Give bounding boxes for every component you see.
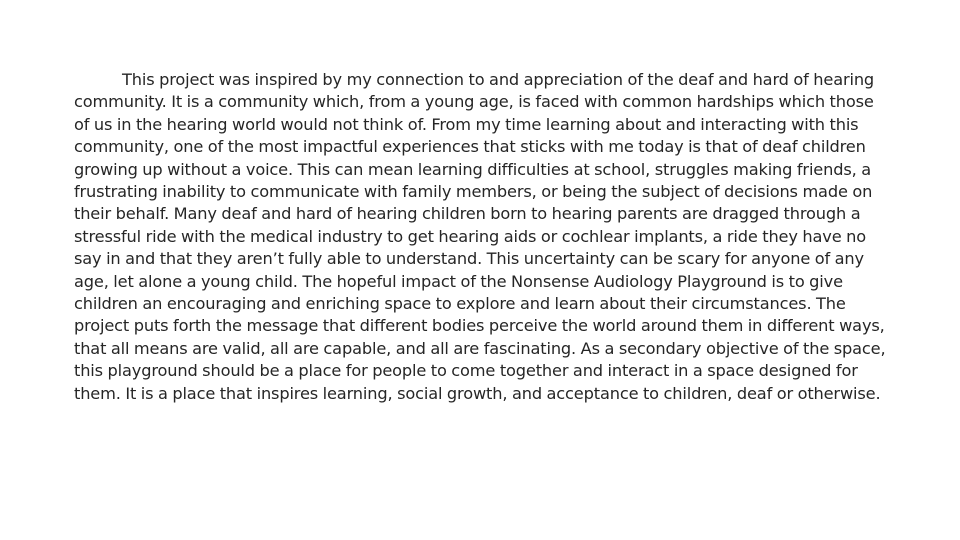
body-paragraph: This project was inspired by my connection to and appreciation of the deaf and hard of hearing community. It is a community which, from a young age, is faced with common hardships which those of us in the hearing world would not think of. From my time learning about and interacting with this community, one of the most impactful experiences that sticks with me today is that of deaf children growing up without a voice. This can mean learning difficulties at school, struggles making friends, a frustrating inability to communicate with family members, or being the subject of decisions made on their behalf. Many deaf and hard of hearing children born to hearing parents are dragged through a stressful ride with the medical industry to get hearing aids or cochlear implants, a ride they have no say in and that they aren’t fully able to understand. This uncertainty can be scary for anyone of any age, let alone a young child. The hopeful impact of the Nonsense Audiology Playground is to give children an encouraging and enriching space to explore and learn about their circumstances. The project puts forth the message that different bodies perceive the world around them in different ways, that all means are valid, all are capable, and all are fascinating. As a secondary objective of the space, this playground should be a place for people to come together and interact in a space designed for them. It is a place that inspires learning, social growth, and acceptance to children, deaf or otherwise. bbox=[74, 70, 886, 403]
